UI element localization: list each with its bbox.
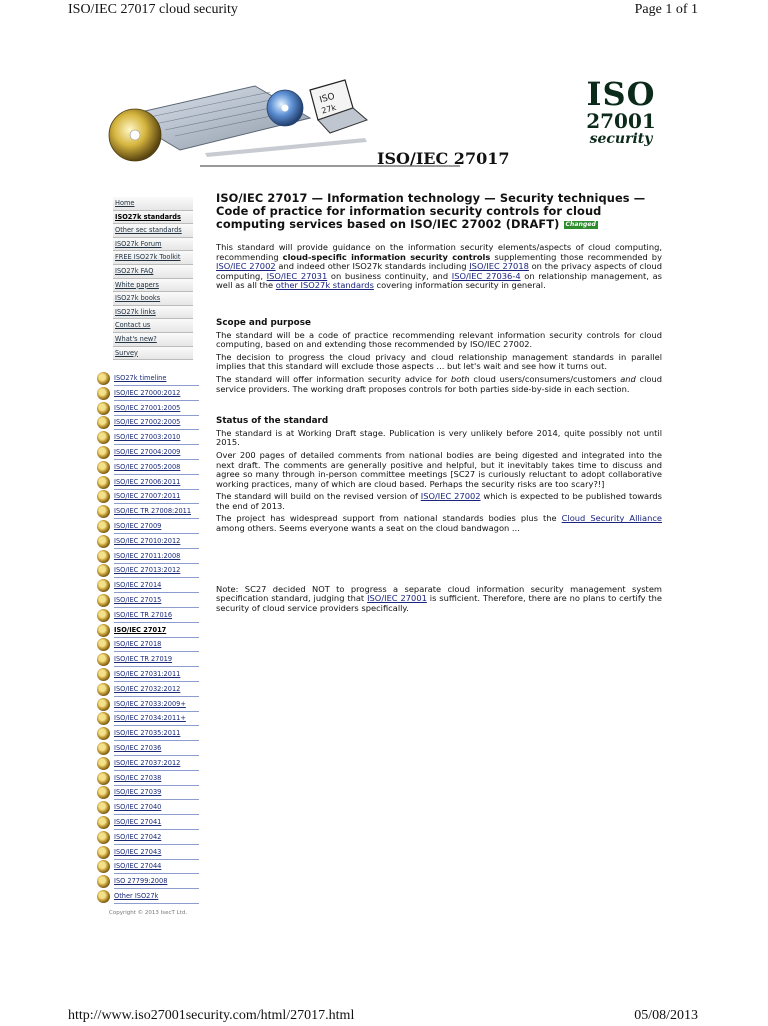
nav-item[interactable]: White papers — [113, 279, 193, 293]
scope-paragraph-3 — [216, 375, 662, 394]
standard-nav-label[interactable]: ISO 27799:2008 — [114, 874, 199, 889]
standard-nav-item[interactable] — [97, 800, 199, 815]
standard-nav-item[interactable] — [97, 711, 199, 726]
status-paragraph-2: Over 200 pages of detailed comments from national bodies are being digested and integrated into the next draft. The comments are generally positive and helpful, but it inevitably takes time to discuss and agree so many through in-person committee meetings [SC27 is curiously reluctant to adopt collaborative working practices, many of which are cloud based. Perhaps the security risks are too scary?!] — [216, 449, 662, 489]
disc-icon — [97, 772, 110, 785]
disc-icon — [97, 698, 110, 711]
standard-nav-label[interactable]: ISO/IEC TR 27016 — [114, 608, 199, 623]
main-content — [216, 192, 662, 616]
text: The standard will build on the revised version of — [216, 491, 421, 502]
nav-item[interactable]: ISO27k books — [113, 292, 193, 306]
standard-nav-item[interactable] — [97, 386, 199, 401]
link-iso27002[interactable]: ISO/IEC 27002 — [216, 261, 276, 272]
standard-nav-item[interactable] — [97, 475, 199, 490]
disc-icon — [97, 535, 110, 548]
status-paragraph-4 — [216, 514, 662, 533]
link-other-iso27k[interactable]: other ISO27k standards — [275, 280, 374, 291]
standard-nav-item[interactable] — [97, 845, 199, 860]
disc-icon — [97, 668, 110, 681]
standard-nav-label[interactable]: ISO/IEC 27041 — [114, 815, 199, 830]
disc-icon — [97, 624, 110, 637]
italic-text: and — [620, 373, 636, 384]
link-cloud-security-alliance[interactable]: Cloud Security Alliance — [561, 513, 662, 524]
standard-nav-label[interactable]: ISO/IEC 27039 — [114, 785, 199, 800]
disc-icon — [97, 653, 110, 666]
intro-paragraph — [216, 243, 662, 291]
text: cloud service providers. The working draft proposes controls for both parties side-by-side in each section. — [216, 373, 663, 394]
disc-icon — [97, 402, 110, 415]
nav-item[interactable]: ISO27k links — [113, 306, 193, 320]
standard-nav-label[interactable]: ISO/IEC 27011:2008 — [114, 549, 199, 564]
standard-nav-item[interactable] — [97, 771, 199, 786]
standard-nav-item[interactable] — [97, 652, 199, 667]
disc-icon — [97, 431, 110, 444]
standard-nav-item[interactable] — [97, 401, 199, 416]
text: The standard will offer information security advice for — [216, 373, 451, 384]
logo-line-3: security — [589, 131, 653, 147]
link-iso27031[interactable]: ISO/IEC 27031 — [266, 270, 328, 281]
bold-text: cloud-specific information security controls — [282, 251, 491, 262]
site-banner — [105, 75, 665, 173]
standard-nav-item[interactable] — [97, 608, 199, 623]
standard-nav-label[interactable]: ISO/IEC TR 27008:2011 — [114, 504, 199, 519]
print-footer — [68, 1008, 698, 1026]
standard-nav-item[interactable] — [97, 578, 199, 593]
italic-text: both — [450, 373, 470, 384]
text: on relationship management, as well as all the — [216, 270, 662, 291]
standard-nav-item[interactable] — [97, 563, 199, 578]
text: This standard will provide guidance on the information security elements/aspects of cloud computing, recommending — [216, 242, 662, 262]
standard-nav-label[interactable]: ISO/IEC 27035:2011 — [114, 726, 199, 741]
nav-item[interactable]: Contact us — [113, 319, 193, 333]
text: is sufficient. Therefore, there are no plans to certify the security of cloud service providers specifically. — [216, 593, 662, 613]
disc-icon — [97, 638, 110, 651]
standard-nav-label[interactable]: ISO/IEC 27003:2010 — [114, 430, 199, 445]
text: on the privacy aspects of cloud computing, — [216, 261, 662, 281]
disc-icon — [97, 490, 110, 503]
standard-nav-label[interactable]: ISO/IEC 27018 — [114, 637, 199, 652]
standard-nav-label[interactable]: Other ISO27k — [114, 889, 199, 904]
disc-icon — [97, 801, 110, 814]
standard-nav-item[interactable] — [97, 489, 199, 504]
standard-nav-label[interactable]: ISO/IEC 27031:2011 — [114, 667, 199, 682]
standard-nav-item[interactable] — [97, 534, 199, 549]
disc-icon — [97, 712, 110, 725]
nav-item[interactable]: ISO27k Forum — [113, 238, 193, 252]
text: supplementing those recommended by — [490, 251, 662, 262]
standard-nav-item[interactable] — [97, 415, 199, 430]
standard-nav-item[interactable] — [97, 504, 199, 519]
standard-nav-item[interactable] — [97, 830, 199, 845]
standard-nav-label[interactable]: ISO/IEC 27044 — [114, 859, 199, 874]
standard-nav-item[interactable] — [97, 756, 199, 771]
standard-nav-item[interactable] — [97, 785, 199, 800]
standard-nav-item[interactable] — [97, 741, 199, 756]
standard-nav-label[interactable]: ISO/IEC 27017 — [114, 623, 199, 638]
standard-nav-item[interactable] — [97, 874, 199, 889]
nav-item[interactable]: Home — [113, 197, 193, 211]
standard-nav-item[interactable] — [97, 667, 199, 682]
text: Note: SC27 decided NOT to progress a separate cloud information security management system specification standard, judging that — [216, 583, 662, 604]
link-iso27018[interactable]: ISO/IEC 27018 — [469, 261, 529, 272]
standard-nav-label[interactable]: ISO/IEC 27006:2011 — [114, 475, 199, 490]
disc-icon — [97, 387, 110, 400]
disc-icon — [97, 505, 110, 518]
standard-nav-item[interactable] — [97, 430, 199, 445]
standard-nav-item[interactable] — [97, 859, 199, 874]
disc-icon — [97, 476, 110, 489]
copyright: Copyright © 2013 IsecT Ltd. — [109, 910, 188, 916]
logo-line-1: ISO — [586, 75, 656, 113]
disc-icon — [97, 757, 110, 770]
print-header-page: Page 1 of 1 — [634, 2, 698, 17]
standard-nav-label[interactable]: ISO/IEC 27001:2005 — [114, 401, 199, 416]
standard-nav-label[interactable]: ISO/IEC 27032:2012 — [114, 682, 199, 697]
standard-nav-label[interactable]: ISO/IEC 27033:2009+ — [114, 697, 199, 712]
standard-nav-label[interactable]: ISO/IEC 27038 — [114, 771, 199, 786]
text: cloud users/consumers/customers — [469, 373, 621, 384]
standard-nav-item[interactable] — [97, 682, 199, 697]
scope-heading: Scope and purpose — [216, 317, 311, 328]
standard-nav-label[interactable]: ISO/IEC 27004:2009 — [114, 445, 199, 460]
link-iso27036-4[interactable]: ISO/IEC 27036-4 — [451, 270, 521, 281]
disc-icon — [97, 461, 110, 474]
standard-nav-item[interactable] — [97, 889, 199, 904]
print-header-title: ISO/IEC 27017 cloud security — [68, 2, 238, 17]
standard-nav-item[interactable] — [97, 726, 199, 741]
disc-icon — [97, 594, 110, 607]
disc-icon — [97, 727, 110, 740]
text: and indeed other ISO27k standards including — [275, 261, 470, 272]
standard-nav-item[interactable] — [97, 593, 199, 608]
disc-icon — [97, 742, 110, 755]
print-footer-date: 05/08/2013 — [634, 1008, 698, 1023]
standard-nav-label[interactable]: ISO/IEC 27000:2012 — [114, 386, 199, 401]
article-title-text: ISO/IEC 27017 — Information technology — Security techniques — Code of practice for information security controls for cloud computing services based on ISO/IEC 27002 (DRAFT) — [216, 191, 646, 231]
text: which is expected to be published towards the end of 2013. — [216, 491, 662, 511]
page-heading: ISO/IEC 27017 — [377, 149, 510, 168]
standard-nav-label[interactable]: ISO/IEC 27043 — [114, 845, 199, 860]
standard-nav-label[interactable]: ISO/IEC 27036 — [114, 741, 199, 756]
standard-nav-label[interactable]: ISO/IEC 27040 — [114, 800, 199, 815]
standard-nav-label[interactable]: ISO/IEC 27005:2008 — [114, 460, 199, 475]
disc-icon — [97, 564, 110, 577]
link-iso27002-revised[interactable]: ISO/IEC 27002 — [420, 491, 481, 502]
disc-icon — [97, 860, 110, 873]
standard-nav-label[interactable]: ISO/IEC 27042 — [114, 830, 199, 845]
disc-icon — [97, 816, 110, 829]
standard-nav-label[interactable]: ISO/IEC 27007:2011 — [114, 489, 199, 504]
standard-nav-label[interactable]: ISO/IEC 27015 — [114, 593, 199, 608]
disc-icon — [97, 372, 110, 385]
standard-nav-label[interactable]: ISO/IEC 27037:2012 — [114, 756, 199, 771]
disc-icon — [97, 416, 110, 429]
disc-icon — [97, 550, 110, 563]
standard-nav-label[interactable]: ISO/IEC 27002:2005 — [114, 415, 199, 430]
print-footer-url: http://www.iso27001security.com/html/27017.html — [68, 1008, 355, 1023]
standard-nav-item[interactable] — [97, 637, 199, 652]
text: among others. Seems everyone wants a seat on the cloud bandwagon ... — [216, 523, 520, 534]
standard-nav-item[interactable] — [97, 697, 199, 712]
standard-nav-label[interactable]: ISO/IEC 27014 — [114, 578, 199, 593]
nav-item[interactable]: FREE ISO27k Toolkit — [113, 251, 193, 265]
text: covering information security in general. — [373, 280, 546, 291]
standard-nav-item[interactable] — [97, 460, 199, 475]
standard-nav-item[interactable] — [97, 519, 199, 534]
disc-icon — [97, 875, 110, 888]
disc-icon — [97, 831, 110, 844]
standard-nav-item[interactable] — [97, 623, 199, 638]
print-header — [68, 2, 698, 20]
standard-nav-label[interactable]: ISO/IEC TR 27019 — [114, 652, 199, 667]
link-iso27001[interactable]: ISO/IEC 27001 — [367, 593, 427, 604]
standard-nav-label[interactable]: ISO/IEC 27010:2012 — [114, 534, 199, 549]
text: on business continuity, and — [327, 270, 452, 281]
disc-icon — [97, 846, 110, 859]
standard-nav-item[interactable] — [97, 815, 199, 830]
nav-item[interactable]: What's new? — [113, 333, 193, 347]
main-navigation — [113, 197, 193, 360]
note-paragraph — [216, 585, 662, 614]
changed-badge: Changed — [565, 221, 596, 228]
disc-icon — [97, 786, 110, 799]
standard-nav-label[interactable]: ISO/IEC 27009 — [114, 519, 199, 534]
status-paragraph-3 — [216, 492, 662, 511]
disc-icon — [97, 890, 110, 903]
disc-icon — [97, 683, 110, 696]
disc-icon — [97, 579, 110, 592]
standard-nav-label[interactable]: ISO/IEC 27013:2012 — [114, 563, 199, 578]
article-title — [216, 192, 662, 231]
text: The project has widespread support from national standards bodies plus the — [216, 513, 562, 524]
standard-nav-label[interactable]: ISO/IEC 27034:2011+ — [114, 711, 199, 726]
svg-text:27k: 27k — [320, 102, 338, 116]
scope-paragraph-2: The decision to progress the cloud privacy and cloud relationship management standards in parallel implies that this standard will exclude those aspects ... but let's wait and see how it turns out. — [216, 351, 662, 372]
nav-item[interactable]: Survey — [113, 347, 193, 361]
disc-icon — [97, 520, 110, 533]
iso27001-logo — [575, 75, 667, 147]
nav-item[interactable]: ISO27k FAQ — [113, 265, 193, 279]
standard-nav-label[interactable]: ISO27k timeline — [114, 371, 199, 386]
standard-nav-item[interactable] — [97, 445, 199, 460]
nav-item[interactable]: ISO27k standards — [113, 211, 193, 225]
logo-line-2: 27001 — [586, 109, 656, 133]
standards-navigation — [97, 371, 199, 904]
status-paragraph-1: The standard is at Working Draft stage. Publication is very unlikely before 2014, quite possibly not until 2015. — [216, 427, 662, 448]
svg-text:ISO: ISO — [318, 91, 337, 106]
standard-nav-item[interactable] — [97, 371, 199, 386]
nav-item[interactable]: Other sec standards — [113, 224, 193, 238]
disc-icon — [97, 609, 110, 622]
scope-paragraph-1: The standard will be a code of practice recommending relevant information security controls for cloud computing, based on and extending those recommended by ISO/IEC 27002. — [216, 329, 662, 350]
standard-nav-item[interactable] — [97, 549, 199, 564]
disc-icon — [97, 446, 110, 459]
status-heading: Status of the standard — [216, 416, 329, 427]
